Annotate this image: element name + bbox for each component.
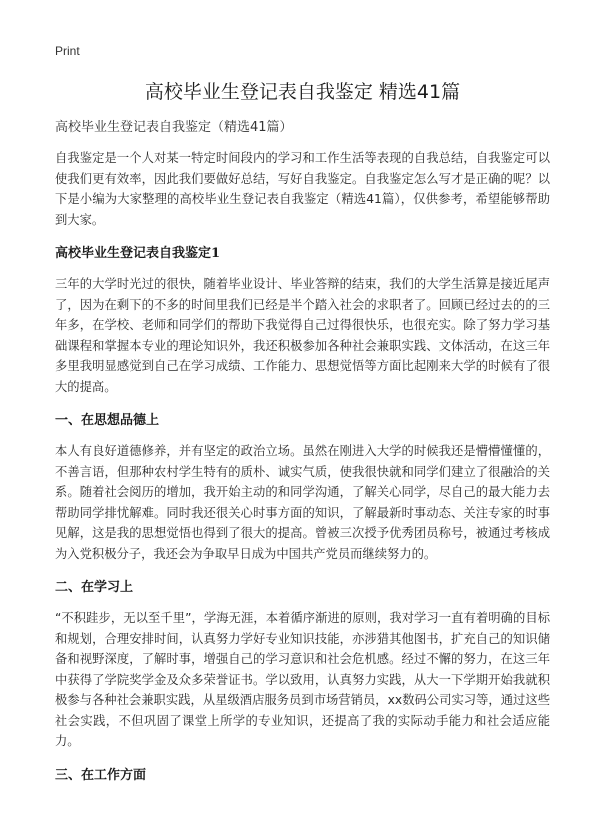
section-1-paragraph: 三年的大学时光过的很快，随着毕业设计、毕业答辩的结束，我们的大学生活算是接近尾声了，因为在剩下的不多的时间里我们已经是半个踏入社会的求职者了。回顾已经过去的的三年多，在学校、老师和同学们的帮助下我觉得自己过得很快乐，也很充实。除了努力学习基础课程和掌握本专业的理论知识外，我还积极参加各种社会兼职实践、文体活动，在这三年多里我明显感觉到自己在学习成绩、工作能力、思想觉悟等方面比起刚来大学的时候有了很大的提高。 [55,277,550,394]
document-body [55,78,550,786]
page-title: 高校毕业生登记表自我鉴定 精选41篇 [144,81,461,103]
document-subtitle: 高校毕业生登记表自我鉴定（精选41篇） [55,120,293,135]
heading-work: 三、在工作方面 [55,767,147,783]
print-link[interactable]: Print [55,44,80,58]
heading-moral-character: 一、在思想品德上 [55,413,160,428]
intro-paragraph: 自我鉴定是一个人对某一特定时间段内的学习和工作生活等表现的自我总结，自我鉴定可以使我们更有效率，因此我们要做好总结，写好自我鉴定。自我鉴定怎么写才是正确的呢？以下是小编为大家整理的高校毕业生登记表自我鉴定（精选41篇），仅供参考，希望能够帮助到大家。 [55,151,550,227]
study-paragraph: “不积跬步，无以至千里”，学海无涯，本着循序渐进的原则，我对学习一直有着明确的目标和规划，合理安排时间，认真努力学好专业知识技能，亦涉猎其他图书，扩充自己的知识储备和视野深度，了解时事，增强自己的学习意识和社会危机感。经过不懈的努力，在这三年中获得了学院奖学金及众多荣誉证书。学以致用，认真努力实践，从大一下学期开始我就积极参与各种社会兼职实践，从星级酒店服务员到市场营销员，xx数码公司实习等，通过这些社会实践，不但巩固了课堂上所学的专业知识，还提高了我的实际动手能力和社会适应能力。 [55,611,550,748]
moral-character-paragraph: 本人有良好道德修养，并有坚定的政治立场。虽然在刚进入大学的时候我还是懵懵懂懂的，不善言语，但那种农村学生特有的质朴、诚实气质，使我很快就和同学们建立了很融洽的关系。随着社会阅历的增加，我开始主动的和同学沟通，了解关心同学，尽自己的最大能力去帮助同学排忧解难。同时我还很关心时事方面的知识，了解最新时事动态、关注专家的时事见解，这是我的思想觉悟也得到了很大的提高。曾被三次授予优秀团员称号，被通过考核成为入党积极分子，我还会为争取早日成为中国共产党员而继续努力的。 [55,444,550,561]
section-heading-1: 高校毕业生登记表自我鉴定1 [55,246,221,261]
heading-study: 二、在学习上 [55,580,134,595]
